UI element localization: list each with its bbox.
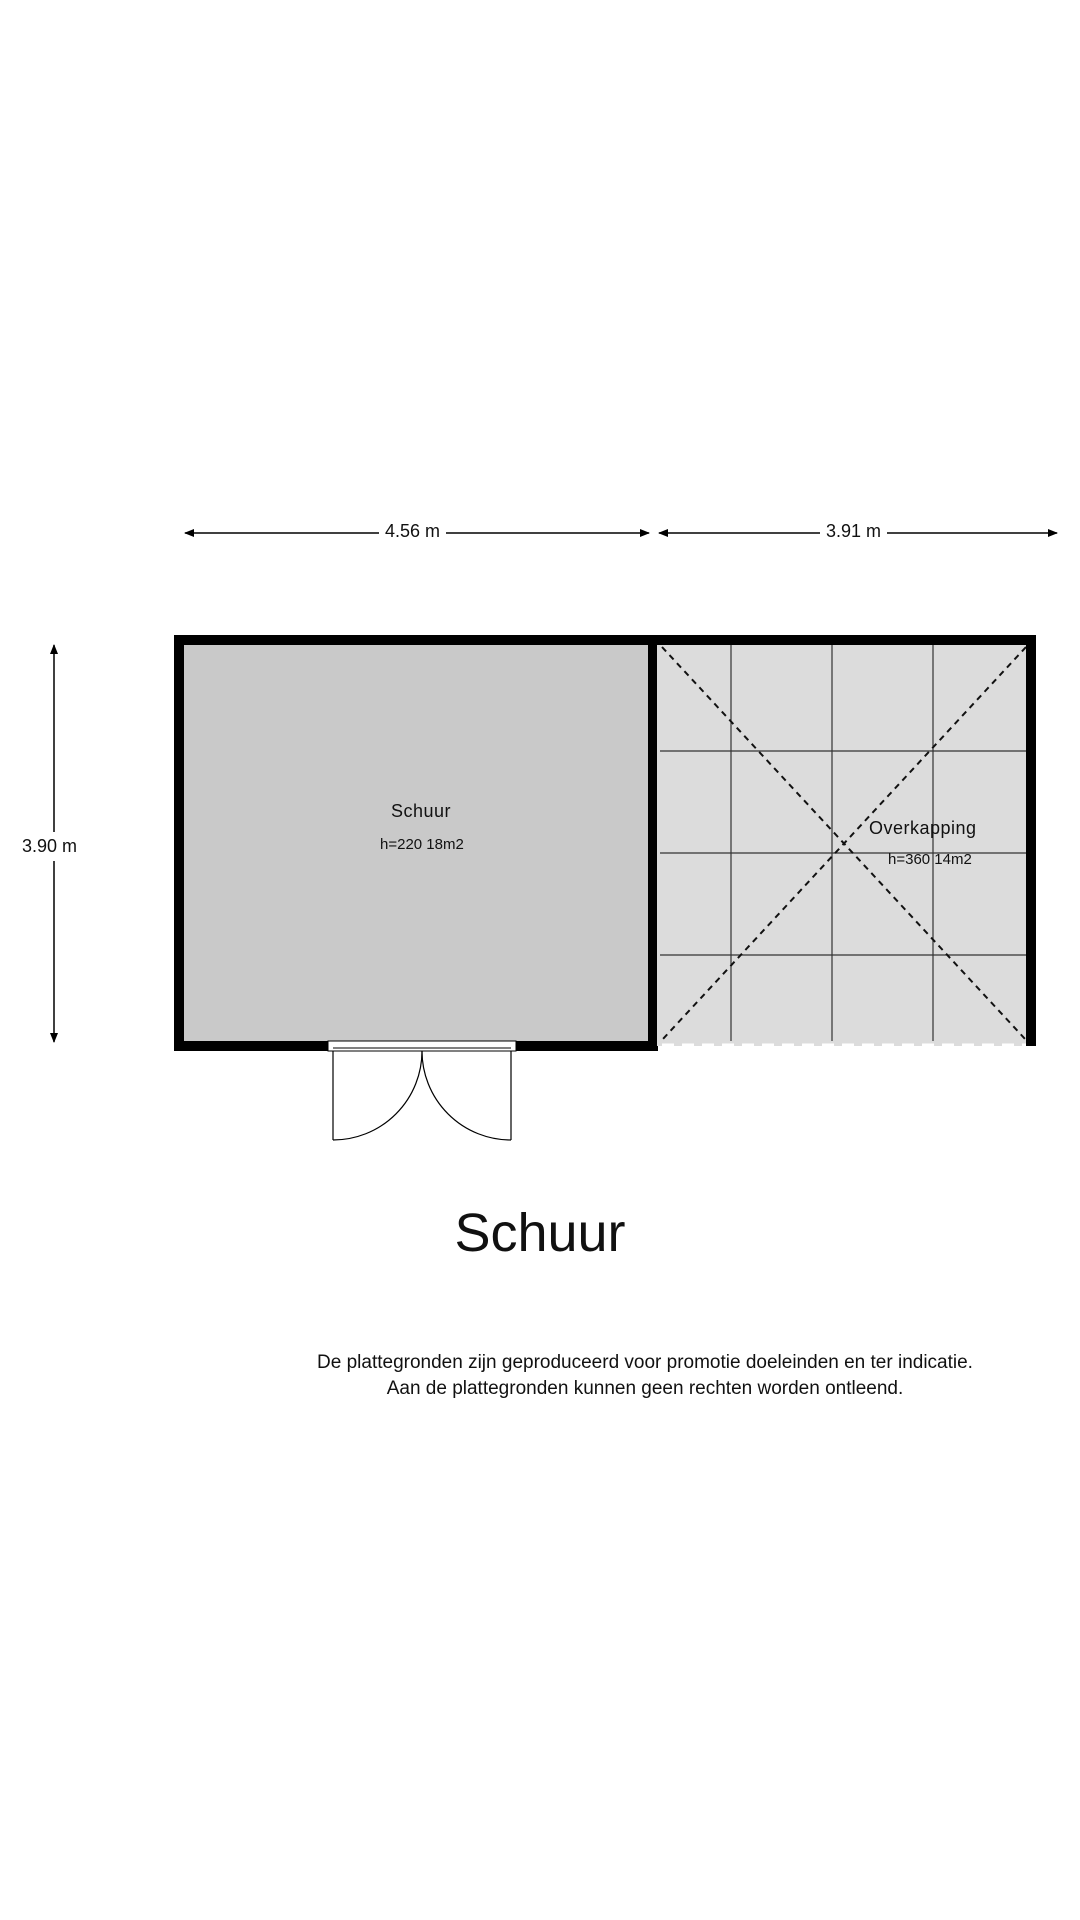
room-name-canopy: Overkapping [869, 818, 977, 838]
dimension-label-height: 3.90 m [18, 832, 81, 861]
door-opening [328, 1041, 516, 1051]
dimension-label-right-width: 3.91 m [820, 521, 887, 542]
dimension-label-left-width: 4.56 m [379, 521, 446, 542]
double-door [333, 1051, 511, 1140]
disclaimer-line-1: De plattegronden zijn geproduceerd voor promotie doeleinden en ter indicatie. [317, 1352, 973, 1373]
room-name-shed: Schuur [391, 801, 452, 821]
disclaimer [250, 1350, 1040, 1402]
room-info-shed: h=220 18m2 [380, 836, 464, 853]
plan-title: Schuur [454, 1203, 626, 1263]
room-info-canopy: h=360 14m2 [888, 851, 972, 868]
disclaimer-line-2: Aan de plattegronden kunnen geen rechten worden ontleend. [386, 1378, 904, 1399]
